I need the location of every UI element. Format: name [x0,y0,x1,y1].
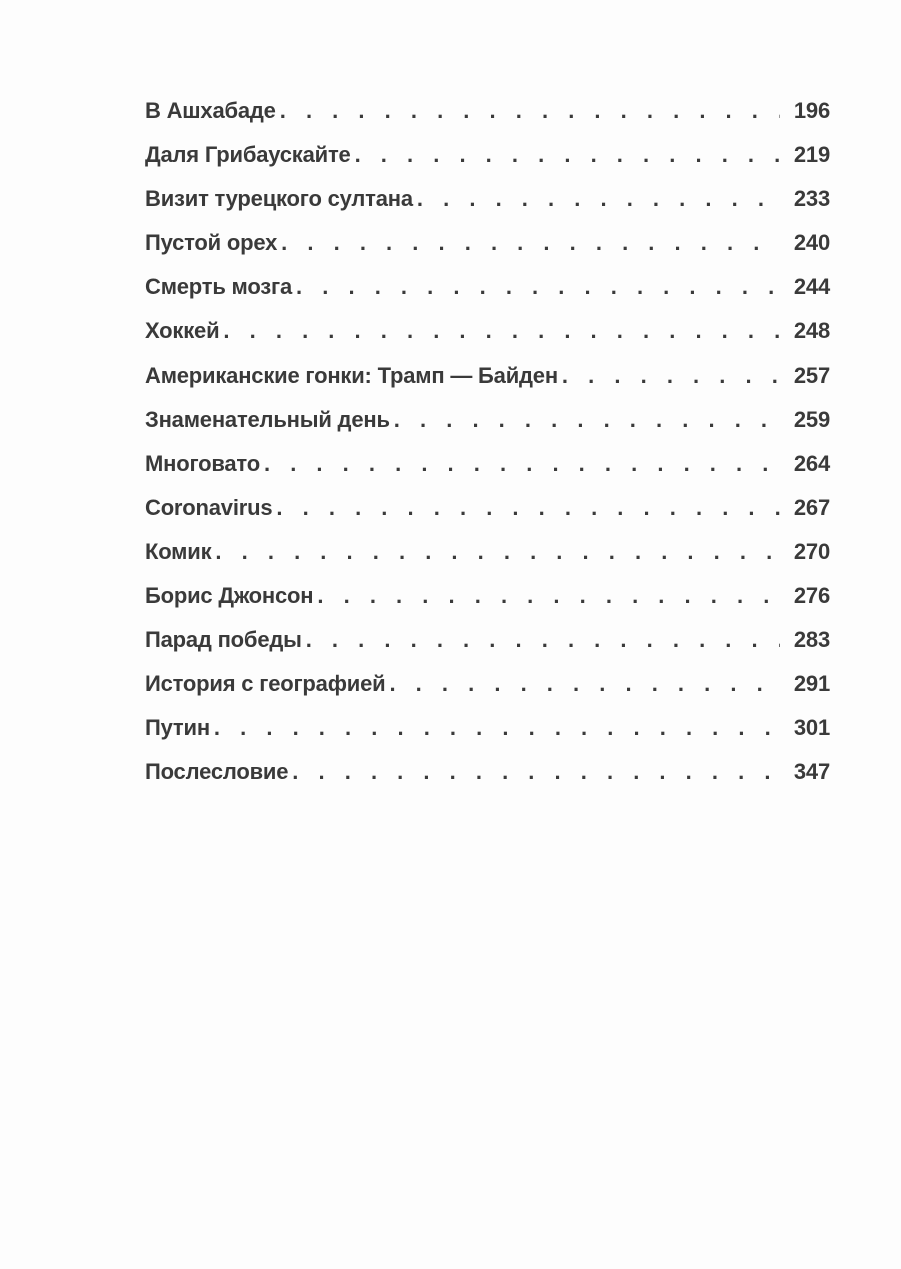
toc-leader-dots [562,363,780,389]
toc-entry [145,407,830,451]
toc-entry [145,230,830,274]
toc-leader-dots [306,627,780,653]
toc-leader-dots [296,274,780,300]
toc-entry-title: В Ашхабаде [145,98,276,123]
toc-leader-dots [280,98,780,124]
toc-entry-title: Парад победы [145,627,302,653]
toc-entry-page: 259 [793,406,830,432]
toc-entry [145,186,830,230]
toc-entry-page: 347 [793,759,830,785]
toc-entry-page: 248 [793,318,830,344]
toc-leader-dots [214,715,780,741]
toc-entry [145,142,830,186]
toc-entry-page: 276 [793,583,830,609]
toc-entry-page: 267 [793,494,830,520]
toc-entry-page: 264 [793,450,830,476]
toc-entry-title: Американские гонки: Трамп — Байден [145,362,558,388]
toc-entry-title: Борис Джонсон [145,583,314,609]
toc-entry [145,495,830,539]
toc-leader-dots [317,583,780,609]
toc-entry-page: 291 [793,671,830,697]
toc-entry-title: Хоккей [145,318,220,344]
toc-entry-page: 196 [793,98,830,123]
toc-entry [145,539,830,583]
table-of-contents [145,98,830,804]
toc-entry-page: 283 [793,627,830,653]
toc-entry-title: Пустой орех [145,230,278,256]
toc-entry-title: Смерть мозга [145,274,293,300]
toc-entry-page: 233 [793,186,830,212]
toc-entry-title: Coronavirus [145,494,273,520]
toc-entry [145,583,830,627]
toc-entry-title: История с географией [145,671,386,697]
toc-entry [145,451,830,495]
toc-entry-page: 301 [793,715,830,741]
toc-leader-dots [264,451,780,477]
toc-entry-page: 219 [793,142,830,168]
toc-entry-title: Послесловие [145,759,289,785]
toc-leader-dots [276,495,780,521]
toc-entry [145,715,830,759]
toc-entry [145,671,830,715]
toc-entry [145,759,830,803]
toc-entry-page: 270 [793,538,830,564]
toc-leader-dots [281,230,780,256]
toc-entry-title: Путин [145,715,210,741]
toc-leader-dots [215,539,780,565]
toc-leader-dots [389,671,780,697]
toc-leader-dots [394,407,780,433]
toc-entry-title: Даля Грибаускайте [145,142,351,168]
toc-entry [145,274,830,318]
toc-entry [145,318,830,362]
toc-entry-page: 244 [793,274,830,300]
toc-entry-title: Многовато [145,450,260,476]
toc-entry [145,98,830,142]
toc-entry [145,363,830,407]
toc-entry-title: Комик [145,538,212,564]
toc-leader-dots [292,759,780,785]
toc-entry-title: Визит турецкого султана [145,186,413,212]
toc-entry-page: 257 [793,362,830,388]
toc-entry-page: 240 [793,230,830,256]
toc-entry-title: Знаменательный день [145,406,390,432]
toc-leader-dots [355,142,780,168]
toc-leader-dots [417,186,780,212]
toc-entry [145,627,830,671]
toc-leader-dots [223,318,780,344]
